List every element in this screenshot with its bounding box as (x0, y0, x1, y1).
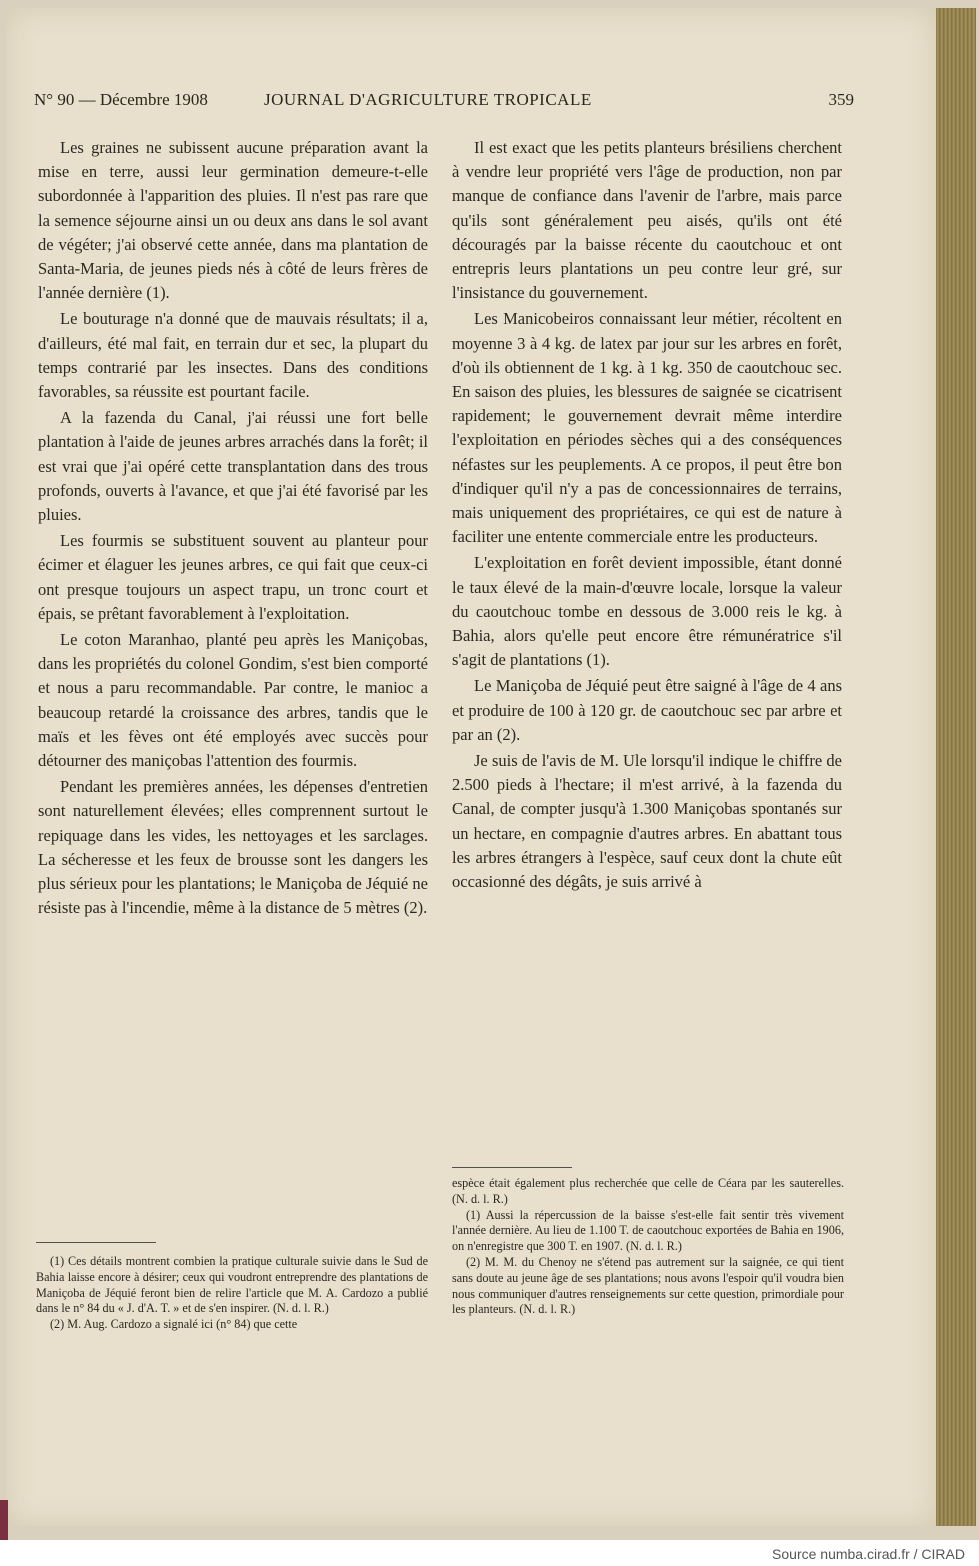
paragraph: Le Maniçoba de Jéquié peut être saigné à l'âge de 4 ans et produire de 100 à 120 gr. de caoutchouc sec par arbre et par an (2). (452, 676, 842, 744)
paragraph: L'exploitation en forêt devient impossible, étant donné le taux élevé de la main-d'œuvre locale, lorsque la valeur du caoutchouc tombe en dessous de 3.000 reis le kg. à Bahia, alors qu'elle peut encore être rémunératrice s'il s'agit de plantations (1). (452, 553, 842, 670)
paragraph: Les Manicobeiros connaissant leur métier, récoltent en moyenne 3 à 4 kg. de latex par jour sur les arbres en forêt, d'où ils obtiennent de 1 kg. à 1 kg. 350 de caoutchouc sec. En saison des pluies, les blessures de saignée se cicatrisent rapidement; le gouvernement devrait même interdire l'exploitation en périodes sèches qui a des conséquences néfastes sur les peuplements. A ce propos, il peut être bon d'indiquer qu'il n'y a pas de concessionnaires de terrains, mais uniquement des propriétaires, ce qui est de nature à faciliter une entente commerciale entre les producteurs. (452, 309, 842, 547)
footnote: (1) Ces détails montrent combien la pratique culturale suivie dans le Sud de Bahia laisse encore à désirer; ceux qui voudront entreprendre des plantations de Maniçoba de Jéquié feront bien de relire l'article que M. A. Cardozo a publié dans le n° 84 du « J. d'A. T. » et de s'en inspirer. (N. d. l. R.) (36, 1254, 428, 1316)
paragraph: Les graines ne subissent aucune préparation avant la mise en terre, aussi leur germination demeure-t-elle subordonnée à l'apparition des pluies. Il n'est pas rare que la semence séjourne ainsi un ou deux ans dans le sol avant de végéter; j'ai observé cette année, dans ma plantation de Santa-Maria, de jeunes pieds nés à côté de leurs frères de l'année dernière (1). (38, 138, 428, 303)
footnote: (2) M. M. du Chenoy ne s'étend pas autrement sur la saignée, ce qui tient sans doute au jeune âge de ses plantations; nous avons l'espoir qu'il voudra bien nous communiquer d'autres renseignements sur cette question, primordiale pour les planteurs. (N. d. l. R.) (452, 1254, 844, 1317)
paragraph: Je suis de l'avis de M. Ule lorsqu'il indique le chiffre de 2.500 pieds à l'hectare; il m'est arrivé, à la fazenda du Canal, de compter jusqu'à 1.300 Maniçobas spontanés sur un hectare, en compagnie d'autres arbres. En abattant tous les arbres étrangers à l'espèce, sauf ceux dont la chute eût occasionné des dégâts, je suis arrivé à (452, 751, 842, 892)
journal-title: JOURNAL D'AGRICULTURE TROPICALE (264, 90, 592, 109)
running-header (34, 90, 854, 118)
footnote-rule (36, 1242, 156, 1243)
footnotes-right (452, 1176, 844, 1318)
issue-date: N° 90 — Décembre 1908 (34, 90, 208, 109)
right-column (452, 136, 842, 894)
paragraph: Il est exact que les petits planteurs brésiliens cherchent à vendre leur propriété vers l'âge de production, non par manque de confiance dans l'avenir de l'arbre, mais parce qu'ils sont généralement peu aisés, qu'ils ont été découragés par la baisse récente du caoutchouc et ont entrepris leurs plantations un peu contre leur gré, sur l'insistance du gouvernement. (452, 138, 842, 303)
footnote: espèce était également plus recherchée que celle de Céara par les sauterelles. (N. d. l. R.) (452, 1176, 844, 1206)
source-credit: Source numba.cirad.fr / CIRAD (772, 1546, 965, 1562)
page-stack-edge (936, 8, 976, 1526)
paragraph: Les fourmis se substituent souvent au planteur pour écimer et élaguer les jeunes arbres, ce qui fait que ceux-ci ont presque toujours un aspect trapu, un tronc court et épais, se prêtant favorablement à l'exploitation. (38, 531, 428, 623)
footnote-rule (452, 1167, 572, 1168)
paragraph: Le coton Maranhao, planté peu après les Maniçobas, dans les propriétés du colonel Gondim, s'est bien comporté et nous a paru recommandable. Par contre, le manioc a beaucoup retardé la croissance des arbres, tandis que le maïs et les fèves ont été employés avec succès pour détourner des maniçobas l'attention des fourmis. (38, 630, 428, 771)
paragraph: Pendant les premières années, les dépenses d'entretien sont naturellement élevées; elles comprennent surtout le repiquage dans les vides, les nettoyages et les sarclages. La sécheresse et les feux de brousse sont les dangers les plus sérieux pour les plantations; le Maniçoba de Jéquié ne résiste pas à l'incendie, même à la distance de 5 mètres (2). (38, 777, 428, 918)
left-column (38, 136, 428, 921)
page-number: 359 (828, 90, 854, 109)
binding-mark (0, 1500, 8, 1540)
paragraph: Le bouturage n'a donné que de mauvais résultats; il a, d'ailleurs, été mal fait, en terrain dur et sec, la plupart du temps contrarié par les insectes. Dans des conditions favorables, sa réussite est pourtant facile. (38, 309, 428, 402)
footnote: (1) Aussi la répercussion de la baisse s'est-elle fait sentir très vivement l'année dernière. Au lieu de 1.100 T. de caoutchouc exportées de Bahia en 1906, on n'enregistre que 300 T. en 1907. (N. d. l. R.) (452, 1207, 844, 1254)
footnote: (2) M. Aug. Cardozo a signalé ici (n° 84) que cette (50, 1317, 298, 1332)
footnotes-left (36, 1254, 428, 1333)
paragraph: A la fazenda du Canal, j'ai réussi une fort belle plantation à l'aide de jeunes arbres arrachés dans la forêt; il est vrai que j'ai opéré cette transplantation dans des trous profonds, ouverts à l'avance, et que j'ai été favorisé par les pluies. (38, 408, 428, 525)
